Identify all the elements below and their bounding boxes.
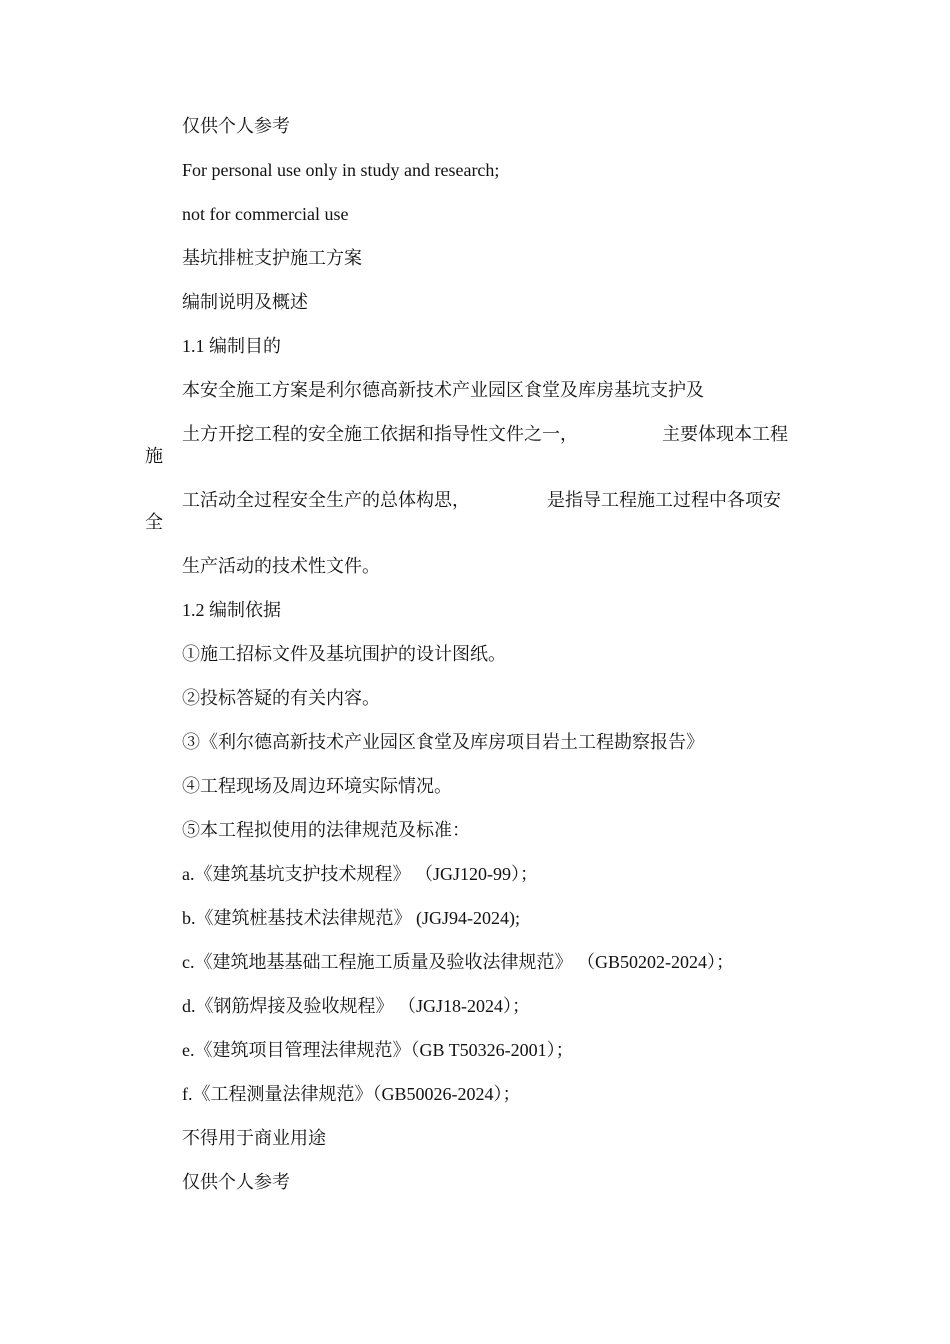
standard-item: a.《建筑基坑支护技术规程》 （JGJ120-99）； xyxy=(182,864,538,884)
header-note: 仅供个人参考 xyxy=(182,116,290,136)
purpose-line-4: 生产活动的技术性文件。 xyxy=(182,556,380,576)
purpose-margin-char-2: 全 xyxy=(145,512,163,532)
footer-note-2: 仅供个人参考 xyxy=(182,1172,290,1192)
purpose-line-1: 本安全施工方案是利尔德高新技术产业园区食堂及库房基坑支护及 xyxy=(182,380,704,400)
standard-item: d.《钢筋焊接及验收规程》 （JGJ18-2024）； xyxy=(182,996,531,1016)
purpose-line-2-right: 主要体现本工程 xyxy=(662,424,788,444)
purpose-line-3-left: 工活动全过程安全生产的总体构思， xyxy=(182,490,470,510)
basis-item: ②投标答疑的有关内容。 xyxy=(182,688,380,708)
footer-note-1: 不得用于商业用途 xyxy=(182,1128,326,1148)
purpose-line-2-left: 土方开挖工程的安全施工依据和指导性文件之一， xyxy=(182,424,578,444)
basis-item: ③《利尔德高新技术产业园区食堂及库房项目岩土工程勘察报告》 xyxy=(182,732,704,752)
basis-item: ⑤本工程拟使用的法律规范及标准： xyxy=(182,820,470,840)
english-notice-line-1: For personal use only in study and research; xyxy=(182,160,500,180)
basis-item: ①施工招标文件及基坑围护的设计图纸。 xyxy=(182,644,506,664)
document-title: 基坑排桩支护施工方案 xyxy=(182,248,362,268)
purpose-margin-char-1: 施 xyxy=(145,446,163,466)
subsection-1-1: 1.1 编制目的 xyxy=(182,336,281,356)
standard-item: b.《建筑桩基技术法律规范》 (JGJ94-2024); xyxy=(182,908,520,928)
subsection-1-2: 1.2 编制依据 xyxy=(182,600,281,620)
section-title: 编制说明及概述 xyxy=(182,292,308,312)
standard-item: f.《工程测量法律规范》（GB50026-2024）； xyxy=(182,1084,521,1104)
basis-item: ④工程现场及周边环境实际情况。 xyxy=(182,776,452,796)
standard-item: c.《建筑地基基础工程施工质量及验收法律规范》 （GB50202-2024）； xyxy=(182,952,734,972)
purpose-line-3-right: 是指导工程施工过程中各项安 xyxy=(547,490,781,510)
english-notice-line-2: not for commercial use xyxy=(182,204,349,224)
standard-item: e.《建筑项目管理法律规范》（GB T50326-2001）； xyxy=(182,1040,574,1060)
